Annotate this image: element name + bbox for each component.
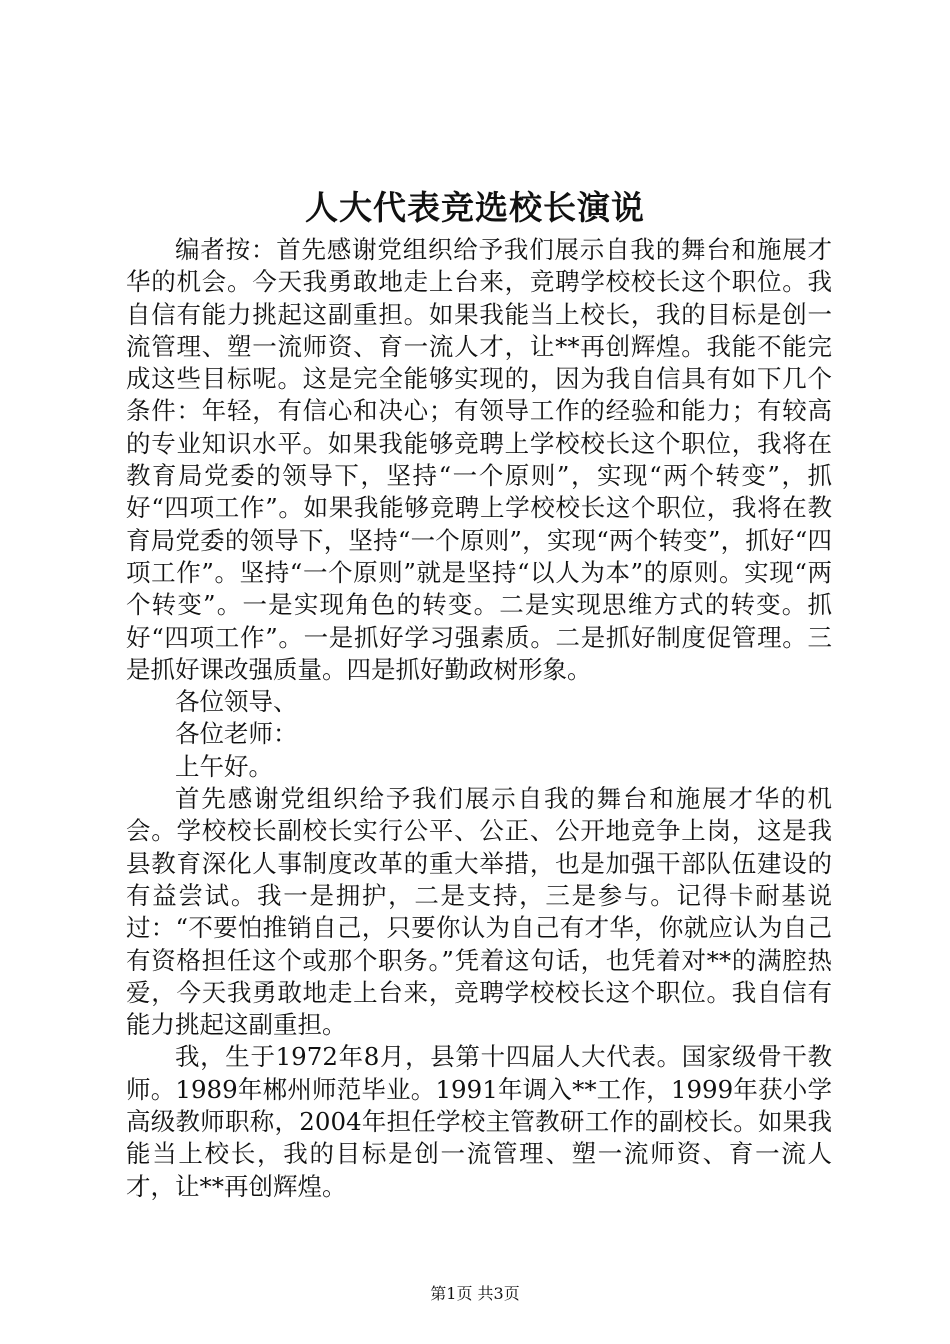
body-paragraph: 首先感谢党组织给予我们展示自我的舞台和施展才华的机会。学校校长副校长实行公平、公正、公开地竞争上岗，这是我县教育深化人事制度改革的重大举措，也是加强干部队伍建设的有益尝试。我一是拥护，二是支持，三是参与。记得卡耐基说过：“不要怕推销自己，只要你认为自己有才华，你就应认为自己有资格担任这个或那个职务。”凭着这句话，也凭着对**的满腔热爱，今天我勇敢地走上台来，竞聘学校校长这个职位。我自信有能力挑起这副重担。 xyxy=(126,784,832,1040)
document-body xyxy=(126,234,832,1203)
salutation-teachers: 各位老师： xyxy=(175,719,298,749)
editor-note-paragraph: 编者按：首先感谢党组织给予我们展示自我的舞台和施展才华的机会。今天我勇敢地走上台来，竞聘学校校长这个职位。我自信有能力挑起这副重担。如果我能当上校长，我的目标是创一流管理、塑一流师资、育一流人才，让**再创辉煌。我能不能完成这些目标呢。这是完全能够实现的，因为我自信具有如下几个条件：年轻，有信心和决心；有领导工作的经验和能力；有较高的专业知识水平。如果我能够竞聘上学校校长这个职位，我将在教育局党委的领导下，坚持“一个原则”，实现“两个转变”，抓好“四项工作”。如果我能够竞聘上学校校长这个职位，我将在教育局党委的领导下，坚持“一个原则”，实现“两个转变”，抓好“四项工作”。坚持“一个原则”就是坚持“以人为本”的原则。实现“两个转变”。一是实现角色的转变。二是实现思维方式的转变。抓好“四项工作”。一是抓好学习强素质。二是抓好制度促管理。三是抓好课改强质量。四是抓好勤政树形象。 xyxy=(126,235,832,684)
salutation-leaders: 各位领导、 xyxy=(175,687,298,717)
document-title: 人大代表竞选校长演说 xyxy=(305,188,645,227)
body-paragraph: 我，生于1972年8月，县第十四届人大代表。国家级骨干教师。1989年郴州师范毕业。1991年调入**工作，1999年获小学高级教师职称，2004年担任学校主管教研工作的副校长。如果我能当上校长，我的目标是创一流管理、塑一流师资、育一流人才，让**再创辉煌。 xyxy=(126,1042,832,1201)
greeting: 上午好。 xyxy=(175,751,273,781)
page-footer: 第1页 共3页 xyxy=(430,1284,520,1303)
